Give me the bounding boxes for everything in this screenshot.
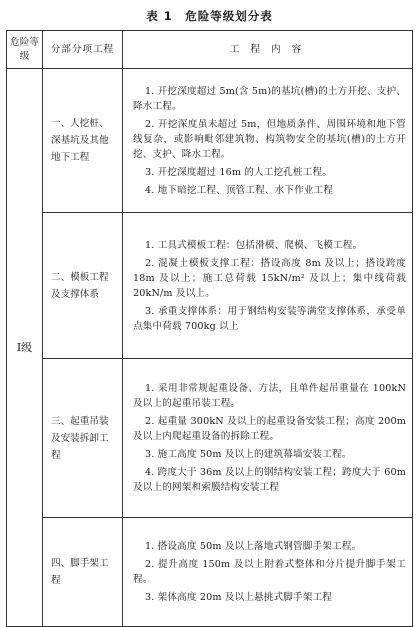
content-item: 2. 开挖深度虽未超过 5m，但地质条件、周围环境和地下管线复杂，或影响毗邻建筑物、构筑物安全的基坑(槽)的土方开挖、支护、降水工程。 <box>133 118 406 160</box>
content-item: 1. 开挖深度超过 5m(含 5m)的基坑(槽)的土方开挖、支护、降水工程。 <box>133 85 406 112</box>
content-item: 4. 地下暗挖工程、顶管工程、水下作业工程 <box>145 184 334 196</box>
table-title: 表 1 危险等级划分表 <box>146 9 273 23</box>
content-cell <box>123 69 413 213</box>
project-cell: 二、模板工程及支撑体系 <box>43 213 123 359</box>
table-row <box>7 213 413 359</box>
content-cell <box>123 359 413 518</box>
content-item: 4. 跨度大于 36m 及以上的钢结构安装工程；跨度大于 60m 及以上的网架和索膜结构安装工程 <box>133 467 406 493</box>
level-cell: Ⅰ级 <box>7 69 43 627</box>
project-cell: 三、起重吊装及安装拆卸工程 <box>43 359 123 518</box>
content-item: 1. 工具式模板工程：包括滑模、爬模、飞模工程。 <box>145 239 363 251</box>
content-item: 2. 起重量 300kN 及以上的起重设备安装工程；高度 200m 及以上内爬起重设备的拆除工程。 <box>133 416 406 442</box>
table-row <box>7 359 413 518</box>
content-item: 3. 架体高度 20m 及以上悬挑式脚手架工程 <box>145 592 332 603</box>
hazard-level-table <box>6 30 413 627</box>
table-row <box>7 69 413 213</box>
content-cell <box>123 213 413 359</box>
content-item: 2. 混凝土模板支撑工程：搭设高度 8m 及以上；搭设跨度 18m 及以上；施工总荷载 15kN/m² 及以上；集中线荷载 20kN/m 及以上。 <box>133 257 406 299</box>
header-project: 分部分项工程 <box>43 31 123 69</box>
header-hazard-level: 危险等级 <box>7 31 43 69</box>
content-item: 1. 采用非常规起重设备、方法，且单件起吊重量在 100kN 及以上的起重吊装工程。 <box>133 383 406 409</box>
table-row <box>7 518 413 627</box>
content-item: 3. 开挖深度超过 16m 的人工挖孔桩工程。 <box>145 166 332 178</box>
content-cell <box>123 518 413 627</box>
header-content: 工 程 内 容 <box>123 31 413 69</box>
content-item: 3. 承重支撑体系：用于钢结构安装等满堂支撑体系，承受单点集中荷载 700kg 以上 <box>133 305 406 332</box>
project-cell: 四、脚手架工程 <box>43 518 123 627</box>
content-item: 1. 搭设高度 50m 及以上落地式钢管脚手架工程。 <box>145 541 362 552</box>
table-header-row <box>7 31 413 69</box>
project-cell: 一、人挖桩、深基坑及其他地下工程 <box>43 69 123 213</box>
content-item: 2. 提升高度 150m 及以上附着式整体和分片提升脚手架工程。 <box>133 559 406 585</box>
content-item: 3. 施工高度 50m 及以上的建筑幕墙安装工程。 <box>145 449 352 460</box>
